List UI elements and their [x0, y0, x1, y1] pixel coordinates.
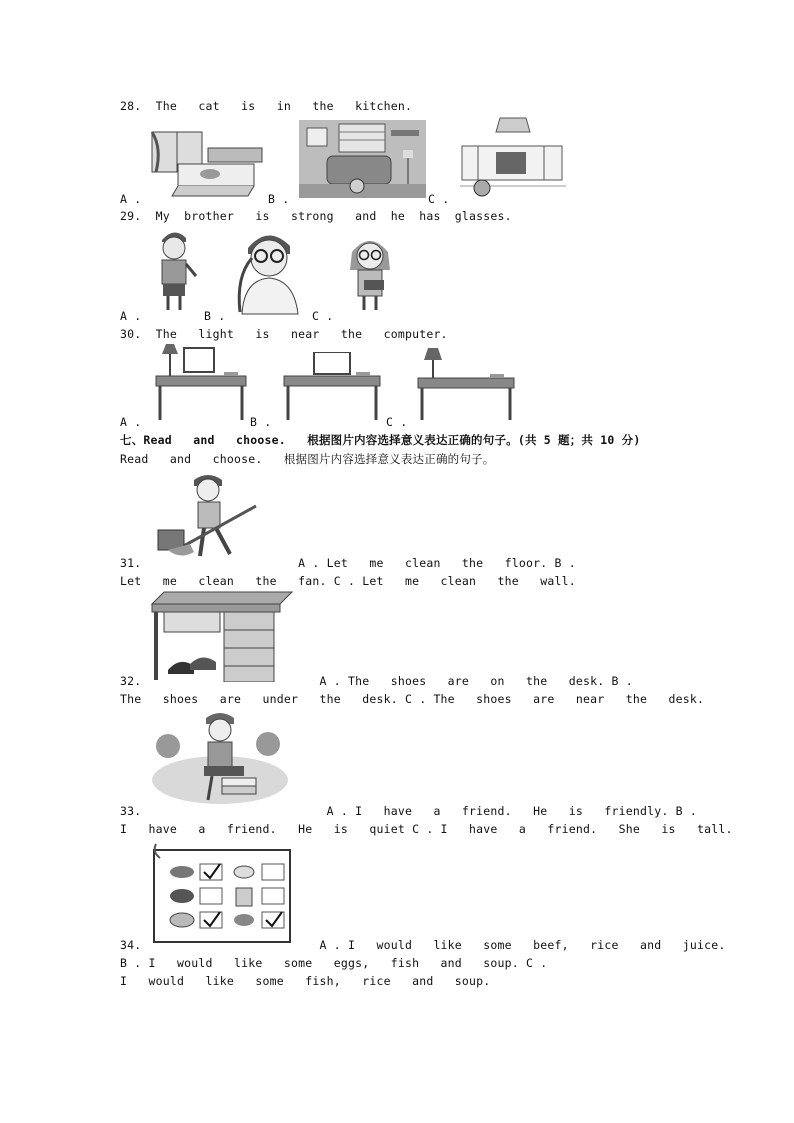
- q31-line1: 31. A . Let me clean the floor. B .: [120, 556, 576, 570]
- q30-stem: 30. The light is near the computer.: [120, 327, 448, 341]
- q30-option-c: C .: [386, 415, 408, 429]
- q28-option-a: A .: [120, 192, 142, 206]
- living-room-icon: [299, 120, 426, 198]
- section-heading: 七、Read and choose. 根据图片内容选择意义表达正确的句子。(共 5 题；共 10 分): [120, 433, 641, 447]
- q28-option-c: C .: [428, 192, 450, 206]
- q33-line2: I have a friend. He is quiet C . I have a friend. She is tall.: [120, 822, 733, 836]
- q29-option-b: B .: [204, 309, 226, 323]
- girl-glasses-icon: [342, 230, 398, 316]
- q34-line2: B . I would like some eggs, fish and soup. C .: [120, 956, 548, 970]
- food-checklist-icon: [150, 842, 294, 946]
- q29-option-c: C .: [312, 309, 334, 323]
- q32-line1: 32. A . The shoes are on the desk. B .: [120, 674, 633, 688]
- desk-icon: [280, 352, 384, 422]
- section-instruction: Read and choose. 根据图片内容选择意义表达正确的句子。: [120, 452, 495, 466]
- boy-mopping-icon: [150, 472, 260, 564]
- desk-lamp-icon: [152, 342, 248, 422]
- q34-line1: 34. A . I would like some beef, rice and juice.: [120, 938, 726, 952]
- q33-line1: 33. A . I have a friend. He is friendly. B .: [120, 804, 698, 818]
- q30-option-b: B .: [250, 415, 272, 429]
- q31-line2: Let me clean the fan. C . Let me clean the wall.: [120, 574, 576, 588]
- q29-option-a: A .: [120, 309, 142, 323]
- boy-reading-icon: [150, 710, 290, 806]
- desk-lamp-icon: [414, 346, 518, 422]
- q34-line3: I would like some fish, rice and soup.: [120, 974, 491, 988]
- kitchen-icon: [460, 116, 566, 200]
- q29-stem: 29. My brother is strong and he has glasses.: [120, 209, 512, 223]
- q28-option-b: B .: [268, 192, 290, 206]
- q32-line2: The shoes are under the desk. C . The shoes are near the desk.: [120, 692, 705, 706]
- desk-shoes-icon: [150, 590, 294, 682]
- boy-icon: [152, 226, 200, 316]
- q30-option-a: A .: [120, 415, 142, 429]
- boy-glasses-icon: [232, 226, 304, 316]
- bedroom-icon: [148, 128, 266, 200]
- q28-stem: 28. The cat is in the kitchen.: [120, 99, 413, 113]
